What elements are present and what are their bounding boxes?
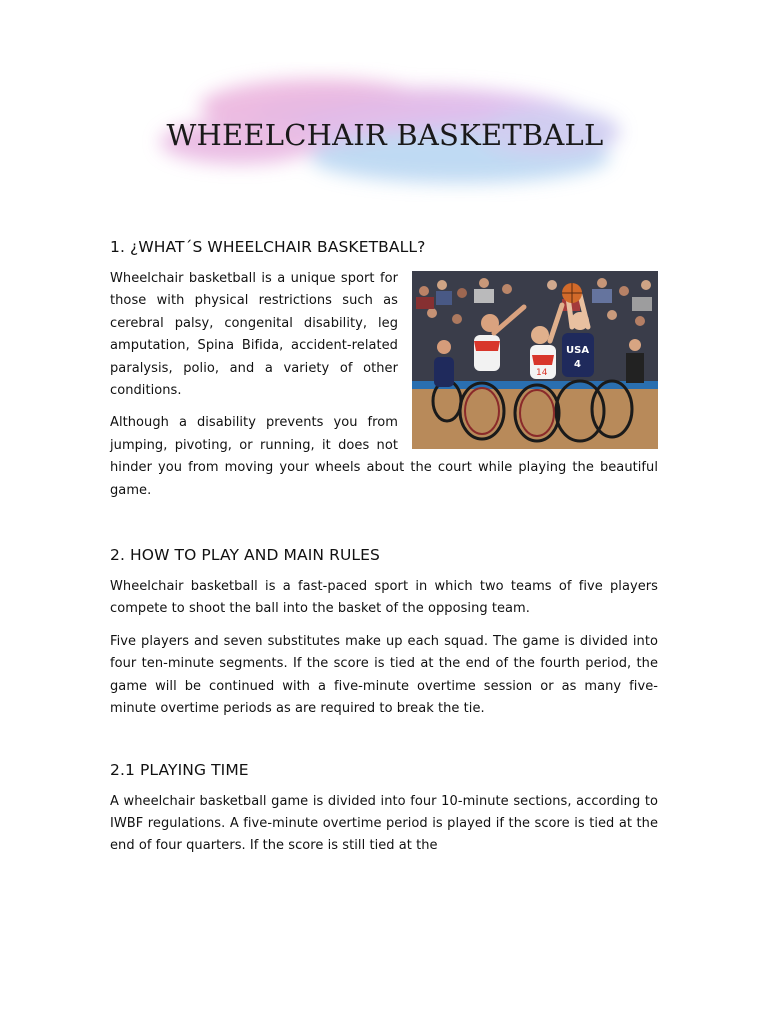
section-heading-rules: 2. HOW TO PLAY AND MAIN RULES <box>110 546 380 565</box>
photo-illustration <box>412 271 658 449</box>
section-heading-playing-time: 2.1 PLAYING TIME <box>110 760 249 779</box>
usa-jersey-number: 4 <box>574 359 581 370</box>
section-heading-what-is: 1. ¿WHAT´S WHEELCHAIR BASKETBALL? <box>110 238 426 256</box>
spain-jersey-number: 14 <box>536 368 548 378</box>
paragraph-rules-2: Five players and seven substitutes make up each squad. The game is divided into four ten-minute segments. If the score is tied at the end of the fourth period, the game will be continued with a five-minute overtime session or as many five-minute overtime periods as are required to break the tie. <box>110 633 658 717</box>
paragraph-playing-time-1: A wheelchair basketball game is divided into four 10-minute sections, according to IWBF regulations. A five-minute overtime period is played if the score is tied at the end of four quarters. If the score is still tied at the <box>110 793 658 854</box>
document-body <box>110 238 658 868</box>
page-title: WHEELCHAIR BASKETBALL <box>166 118 604 152</box>
basketball-photo <box>412 271 658 449</box>
paragraph-what-is-2: Although a disability prevents you from jumping, pivoting, or running, it does not hinder you from moving your wheels about the court while playing the beautiful game. <box>110 415 658 498</box>
paragraph-rules-1: Wheelchair basketball is a fast-paced sport in which two teams of five players compete to shoot the ball into the basket of the opposing team. <box>110 579 658 617</box>
usa-jersey-text: USA <box>566 345 590 356</box>
paragraph-what-is-1: Wheelchair basketball is a unique sport for those with physical restrictions such as cerebral palsy, congenital disability, leg amputation, Spina Bifida, accident-related paralysis, polio, and a variety of other conditions. <box>110 271 398 399</box>
title-banner <box>130 62 640 202</box>
